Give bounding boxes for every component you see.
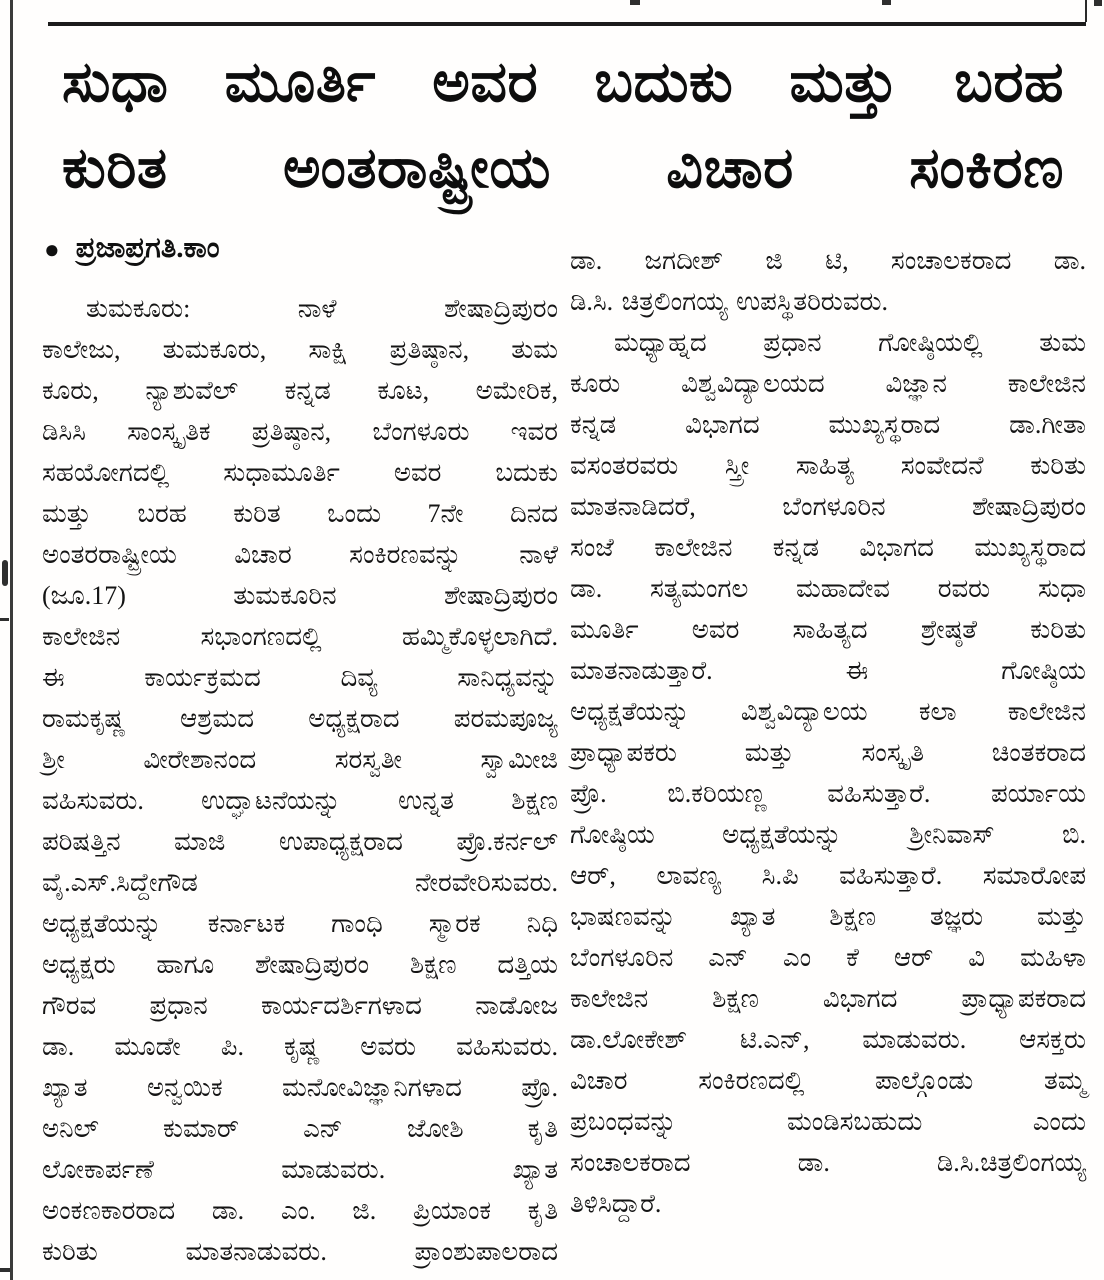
body-line: ತಿಳಿಸಿದ್ದಾರೆ.	[570, 1189, 662, 1218]
body-line: ವಸಂತರವರು ಸ್ತ್ರೀ ಸಾಹಿತ್ಯ ಸಂವೇದನೆ ಕುರಿತು	[570, 451, 1086, 480]
body-line: ಅಧ್ಯಕ್ಷತೆಯನ್ನು ವಿಶ್ವವಿದ್ಯಾಲಯ ಕಲಾ ಕಾಲೇಜಿನ	[570, 697, 1086, 726]
body-line: ಭಾಷಣವನ್ನು ಖ್ಯಾತ ಶಿಕ್ಷಣ ತಜ್ಞರು ಮತ್ತು	[570, 902, 1086, 931]
body-line: ಪರಿಷತ್ತಿನ ಮಾಜಿ ಉಪಾಧ್ಯಕ್ಷರಾದ ಪ್ರೊ.ಕರ್ನಲ್	[42, 827, 558, 856]
scan-artifact	[0, 1268, 10, 1272]
scan-artifact	[0, 618, 9, 621]
body-line: ಪ್ರಾಧ್ಯಾಪಕರು ಮತ್ತು ಸಂಸ್ಕೃತಿ ಚಿಂತಕರಾದ	[570, 738, 1086, 767]
body-line: ಮತ್ತು ಬರಹ ಕುರಿತ ಒಂದು 7ನೇ ದಿನದ	[42, 499, 558, 528]
body-line: ಡಾ. ಸತ್ಯಮಂಗಲ ಮಹಾದೇವ ರವರು ಸುಧಾ	[570, 574, 1086, 603]
scan-artifact	[1094, 0, 1102, 6]
body-line: ವಿಚಾರ ಸಂಕಿರಣದಲ್ಲಿ ಪಾಲ್ಗೊಂಡು ತಮ್ಮ	[570, 1066, 1086, 1095]
body-line: ಮಾತನಾಡಿದರೆ, ಬೆಂಗಳೂರಿನ ಶೇಷಾದ್ರಿಪುರಂ	[570, 492, 1086, 521]
left-column	[42, 288, 558, 1272]
scan-artifact	[2, 560, 8, 586]
body-line: ಮಾತನಾಡುತ್ತಾರೆ. ಈ ಗೋಷ್ಠಿಯ	[570, 656, 1086, 685]
body-line: ವೈ.ಎಸ್.ಸಿದ್ದೇಗೌಡ ನೇರವೇರಿಸುವರು.	[42, 868, 558, 897]
body-line: ಮೂರ್ತಿ ಅವರ ಸಾಹಿತ್ಯದ ಶ್ರೇಷ್ಠತೆ ಕುರಿತು	[570, 615, 1086, 644]
article-headline	[62, 40, 1064, 212]
body-line: ರಾಮಕೃಷ್ಣ ಆಶ್ರಮದ ಅಧ್ಯಕ್ಷರಾದ ಪರಮಪೂಜ್ಯ	[42, 704, 558, 733]
right-column	[570, 240, 1086, 1224]
body-line: ಕೂರು ವಿಶ್ವವಿದ್ಯಾಲಯದ ವಿಜ್ಞಾನ ಕಾಲೇಜಿನ	[570, 369, 1086, 398]
body-line: ಡಾ. ಮೂಡೇ ಪಿ. ಕೃಷ್ಣ ಅವರು ವಹಿಸುವರು.	[42, 1032, 558, 1061]
top-divider-rule	[48, 22, 1086, 26]
body-line: ಪ್ರಬಂಧವನ್ನು ಮಂಡಿಸಬಹುದು ಎಂದು	[570, 1107, 1086, 1136]
body-line: ಕುರಿತು ಮಾತನಾಡುವರು. ಪ್ರಾಂಶುಪಾಲರಾದ	[42, 1237, 558, 1266]
body-line: ಬೆಂಗಳೂರಿನ ಎನ್ ಎಂ ಕೆ ಆರ್ ವಿ ಮಹಿಳಾ	[570, 943, 1086, 972]
body-line: ಅನಿಲ್ ಕುಮಾರ್ ಎನ್ ಜೋಶಿ ಕೃತಿ	[42, 1114, 558, 1143]
body-line: ಅಂತರರಾಷ್ಟ್ರೀಯ ವಿಚಾರ ಸಂಕಿರಣವನ್ನು ನಾಳೆ	[42, 540, 558, 569]
body-line: ಕಾಲೇಜು, ತುಮಕೂರು, ಸಾಕ್ಷಿ ಪ್ರತಿಷ್ಠಾನ, ತುಮ	[42, 335, 558, 364]
body-line: ಡಿ.ಸಿ. ಚಿತ್ರಲಿಂಗಯ್ಯ ಉಪಸ್ಥಿತರಿರುವರು.	[570, 287, 889, 316]
byline	[44, 232, 544, 265]
body-line: ಪ್ರೊ. ಬಿ.ಕರಿಯಣ್ಣ ವಹಿಸುತ್ತಾರೆ. ಪರ್ಯಾಯ	[570, 779, 1086, 808]
scan-artifact	[882, 0, 891, 5]
body-line: ಶ್ರೀ ವೀರೇಶಾನಂದ ಸರಸ್ವತೀ ಸ್ವಾಮೀಜಿ	[42, 745, 558, 774]
body-line: ಗೋಷ್ಠಿಯ ಅಧ್ಯಕ್ಷತೆಯನ್ನು ಶ್ರೀನಿವಾಸ್ ಬಿ.	[570, 820, 1086, 849]
body-line: (ಜೂ.17) ತುಮಕೂರಿನ ಶೇಷಾದ್ರಿಪುರಂ	[42, 581, 558, 610]
body-line: ಖ್ಯಾತ ಅನ್ವಯಿಕ ಮನೋವಿಜ್ಞಾನಿಗಳಾದ ಪ್ರೊ.	[42, 1073, 558, 1102]
body-line: ಕೂರು, ನ್ಯಾಶುವೆಲ್ ಕನ್ನಡ ಕೂಟ, ಅಮೇರಿಕ,	[42, 376, 558, 405]
body-line: ಆರ್, ಲಾವಣ್ಯ ಸಿ.ಪಿ ವಹಿಸುತ್ತಾರೆ. ಸಮಾರೋಪ	[570, 861, 1086, 890]
body-line: ಸಂಜೆ ಕಾಲೇಜಿನ ಕನ್ನಡ ವಿಭಾಗದ ಮುಖ್ಯಸ್ಥರಾದ	[570, 533, 1086, 562]
scan-artifact	[630, 0, 640, 5]
body-line: ಕಾಲೇಜಿನ ಸಭಾಂಗಣದಲ್ಲಿ ಹಮ್ಮಿಕೊಳ್ಳಲಾಗಿದೆ.	[42, 622, 558, 651]
body-line: ಲೋಕಾರ್ಪಣೆ ಮಾಡುವರು. ಖ್ಯಾತ	[42, 1155, 558, 1184]
headline-line-2: ಕುರಿತ ಅಂತರಾಷ್ಟ್ರೀಯ ವಿಚಾರ ಸಂಕಿರಣ	[62, 137, 1064, 200]
left-edge-rule	[10, 0, 13, 1280]
body-line: ತುಮಕೂರು: ನಾಳೆ ಶೇಷಾದ್ರಿಪುರಂ	[86, 294, 558, 323]
bullet-icon: ●	[44, 234, 60, 264]
headline-line-1: ಸುಧಾ ಮೂರ್ತಿ ಅವರ ಬದುಕು ಮತ್ತು ಬರಹ	[62, 51, 1064, 114]
body-line: ಮಧ್ಯಾಹ್ನದ ಪ್ರಧಾನ ಗೋಷ್ಠಿಯಲ್ಲಿ ತುಮ	[614, 328, 1086, 357]
body-line: ಕನ್ನಡ ವಿಭಾಗದ ಮುಖ್ಯಸ್ಥರಾದ ಡಾ.ಗೀತಾ	[570, 410, 1086, 439]
byline-source: ಪ್ರಜಾಪ್ರಗತಿ.ಕಾಂ	[75, 232, 220, 264]
body-line: ಕಾಲೇಜಿನ ಶಿಕ್ಷಣ ವಿಭಾಗದ ಪ್ರಾಧ್ಯಾಪಕರಾದ	[570, 984, 1086, 1013]
body-line: ವಹಿಸುವರು. ಉದ್ಘಾಟನೆಯನ್ನು ಉನ್ನತ ಶಿಕ್ಷಣ	[42, 786, 558, 815]
body-line: ಡಿಸಿಸಿ ಸಾಂಸ್ಕೃತಿಕ ಪ್ರತಿಷ್ಠಾನ, ಬೆಂಗಳೂರು ಇವರ	[42, 417, 558, 446]
body-line: ಅಂಕಣಕಾರರಾದ ಡಾ. ಎಂ. ಜಿ. ಪ್ರಿಯಾಂಕ ಕೃತಿ	[42, 1196, 558, 1225]
body-line: ಡಾ.ಲೋಕೇಶ್ ಟಿ.ಎನ್, ಮಾಡುವರು. ಆಸಕ್ತರು	[570, 1025, 1086, 1054]
body-line: ಗೌರವ ಪ್ರಧಾನ ಕಾರ್ಯದರ್ಶಿಗಳಾದ ನಾಡೋಜ	[42, 991, 558, 1020]
body-line: ಸಹಯೋಗದಲ್ಲಿ ಸುಧಾಮೂರ್ತಿ ಅವರ ಬದುಕು	[42, 458, 558, 487]
body-line: ಅಧ್ಯಕ್ಷತೆಯನ್ನು ಕರ್ನಾಟಕ ಗಾಂಧಿ ಸ್ಮಾರಕ ನಿಧಿ	[42, 909, 558, 938]
body-line: ಈ ಕಾರ್ಯಕ್ರಮದ ದಿವ್ಯ ಸಾನಿಧ್ಯವನ್ನು	[42, 663, 558, 692]
column-separator-tick	[1085, 0, 1087, 22]
body-line: ಅಧ್ಯಕ್ಷರು ಹಾಗೂ ಶೇಷಾದ್ರಿಪುರಂ ಶಿಕ್ಷಣ ದತ್ತಿಯ	[42, 950, 558, 979]
body-line: ಸಂಚಾಲಕರಾದ ಡಾ. ಡಿ.ಸಿ.ಚಿತ್ರಲಿಂಗಯ್ಯ	[570, 1148, 1086, 1177]
body-line: ಡಾ. ಜಗದೀಶ್ ಜಿ ಟಿ, ಸಂಚಾಲಕರಾದ ಡಾ.	[570, 246, 1086, 275]
